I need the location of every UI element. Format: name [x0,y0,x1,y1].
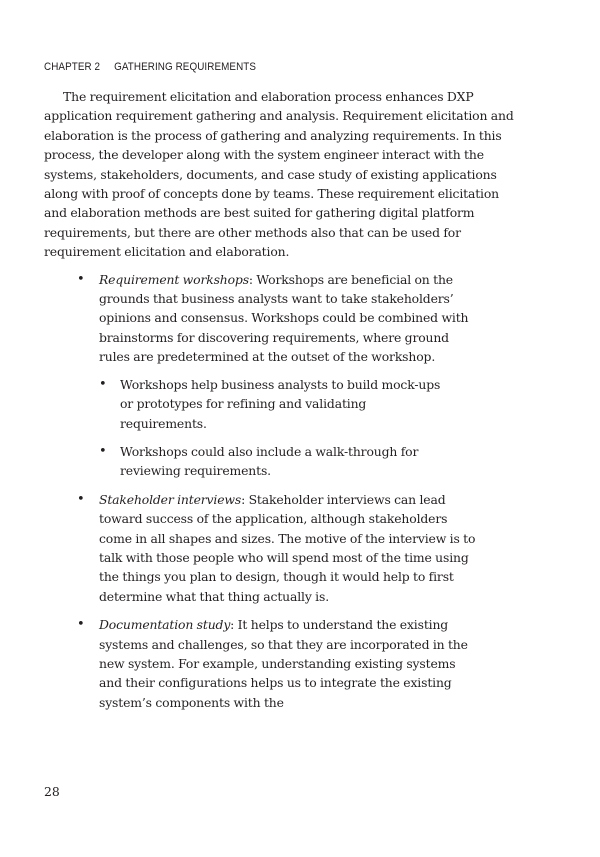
bullet-item-requirement-workshops [44,270,477,481]
sub-bullet-text: Workshops help business analysts to build mock-ups or prototypes for refining and validating requirements. [120,376,441,431]
bullet-icon: • [77,491,85,507]
body-text [44,87,520,721]
bullet-term: Documentation study [99,617,231,633]
bullet-text: : Stakeholder interviews can lead toward success of the application, although stakeholders come in all shapes and sizes. The motive of the interview is to talk with those people who will spend most of the time using the things you plan to design, though it would help to first determine what that thing actually is. [99,491,476,604]
sub-bullet-list [99,375,477,481]
bullet-term: Stakeholder interviews [99,491,242,507]
bullet-term: Requirement workshops [99,271,249,287]
bullet-list [44,270,520,713]
bullet-text: : Workshops are beneficial on the grounds that business analysts want to take stakeholders’ opinions and consensus. Workshops could be combined with brainstorms for discovering requirements, where ground rules are predetermined at the outset of the workshop. [99,271,469,365]
running-head [44,61,256,73]
sub-bullet-item [99,375,450,433]
bullet-icon: • [77,617,85,633]
chapter-label: CHAPTER 2 [44,61,101,73]
bullet-item-stakeholder-interviews [44,490,477,606]
sub-bullet-item [99,442,450,481]
sub-bullet-text: Workshops could also include a walk-through for reviewing requirements. [120,443,419,479]
bullet-text: : It helps to understand the existing systems and challenges, so that they are incorporated in the new system. For example, understanding existing systems and their configurations helps us to integrate the existing system’s components with the [99,617,468,710]
chapter-title: GATHERING REQUIREMENTS [114,61,257,73]
bullet-item-documentation-study [44,615,477,712]
bullet-icon: • [77,271,85,287]
bullet-icon: • [99,443,107,459]
bullet-icon: • [99,376,107,392]
page-number: 28 [44,784,60,799]
intro-paragraph: The requirement elicitation and elaboration process enhances DXP application requirement gathering and analysis. Requirement elicitation and elaboration is the process of gathering and analyzing requirements. In this process, the developer along with the system engineer interact with the systems, stakeholders, documents, and case study of existing applications along with proof of concepts done by teams. These requirement elicitation and elaboration methods are best suited for gathering digital platform requirements, but there are other methods also that can be used for requirement elicitation and elaboration. [44,89,514,260]
